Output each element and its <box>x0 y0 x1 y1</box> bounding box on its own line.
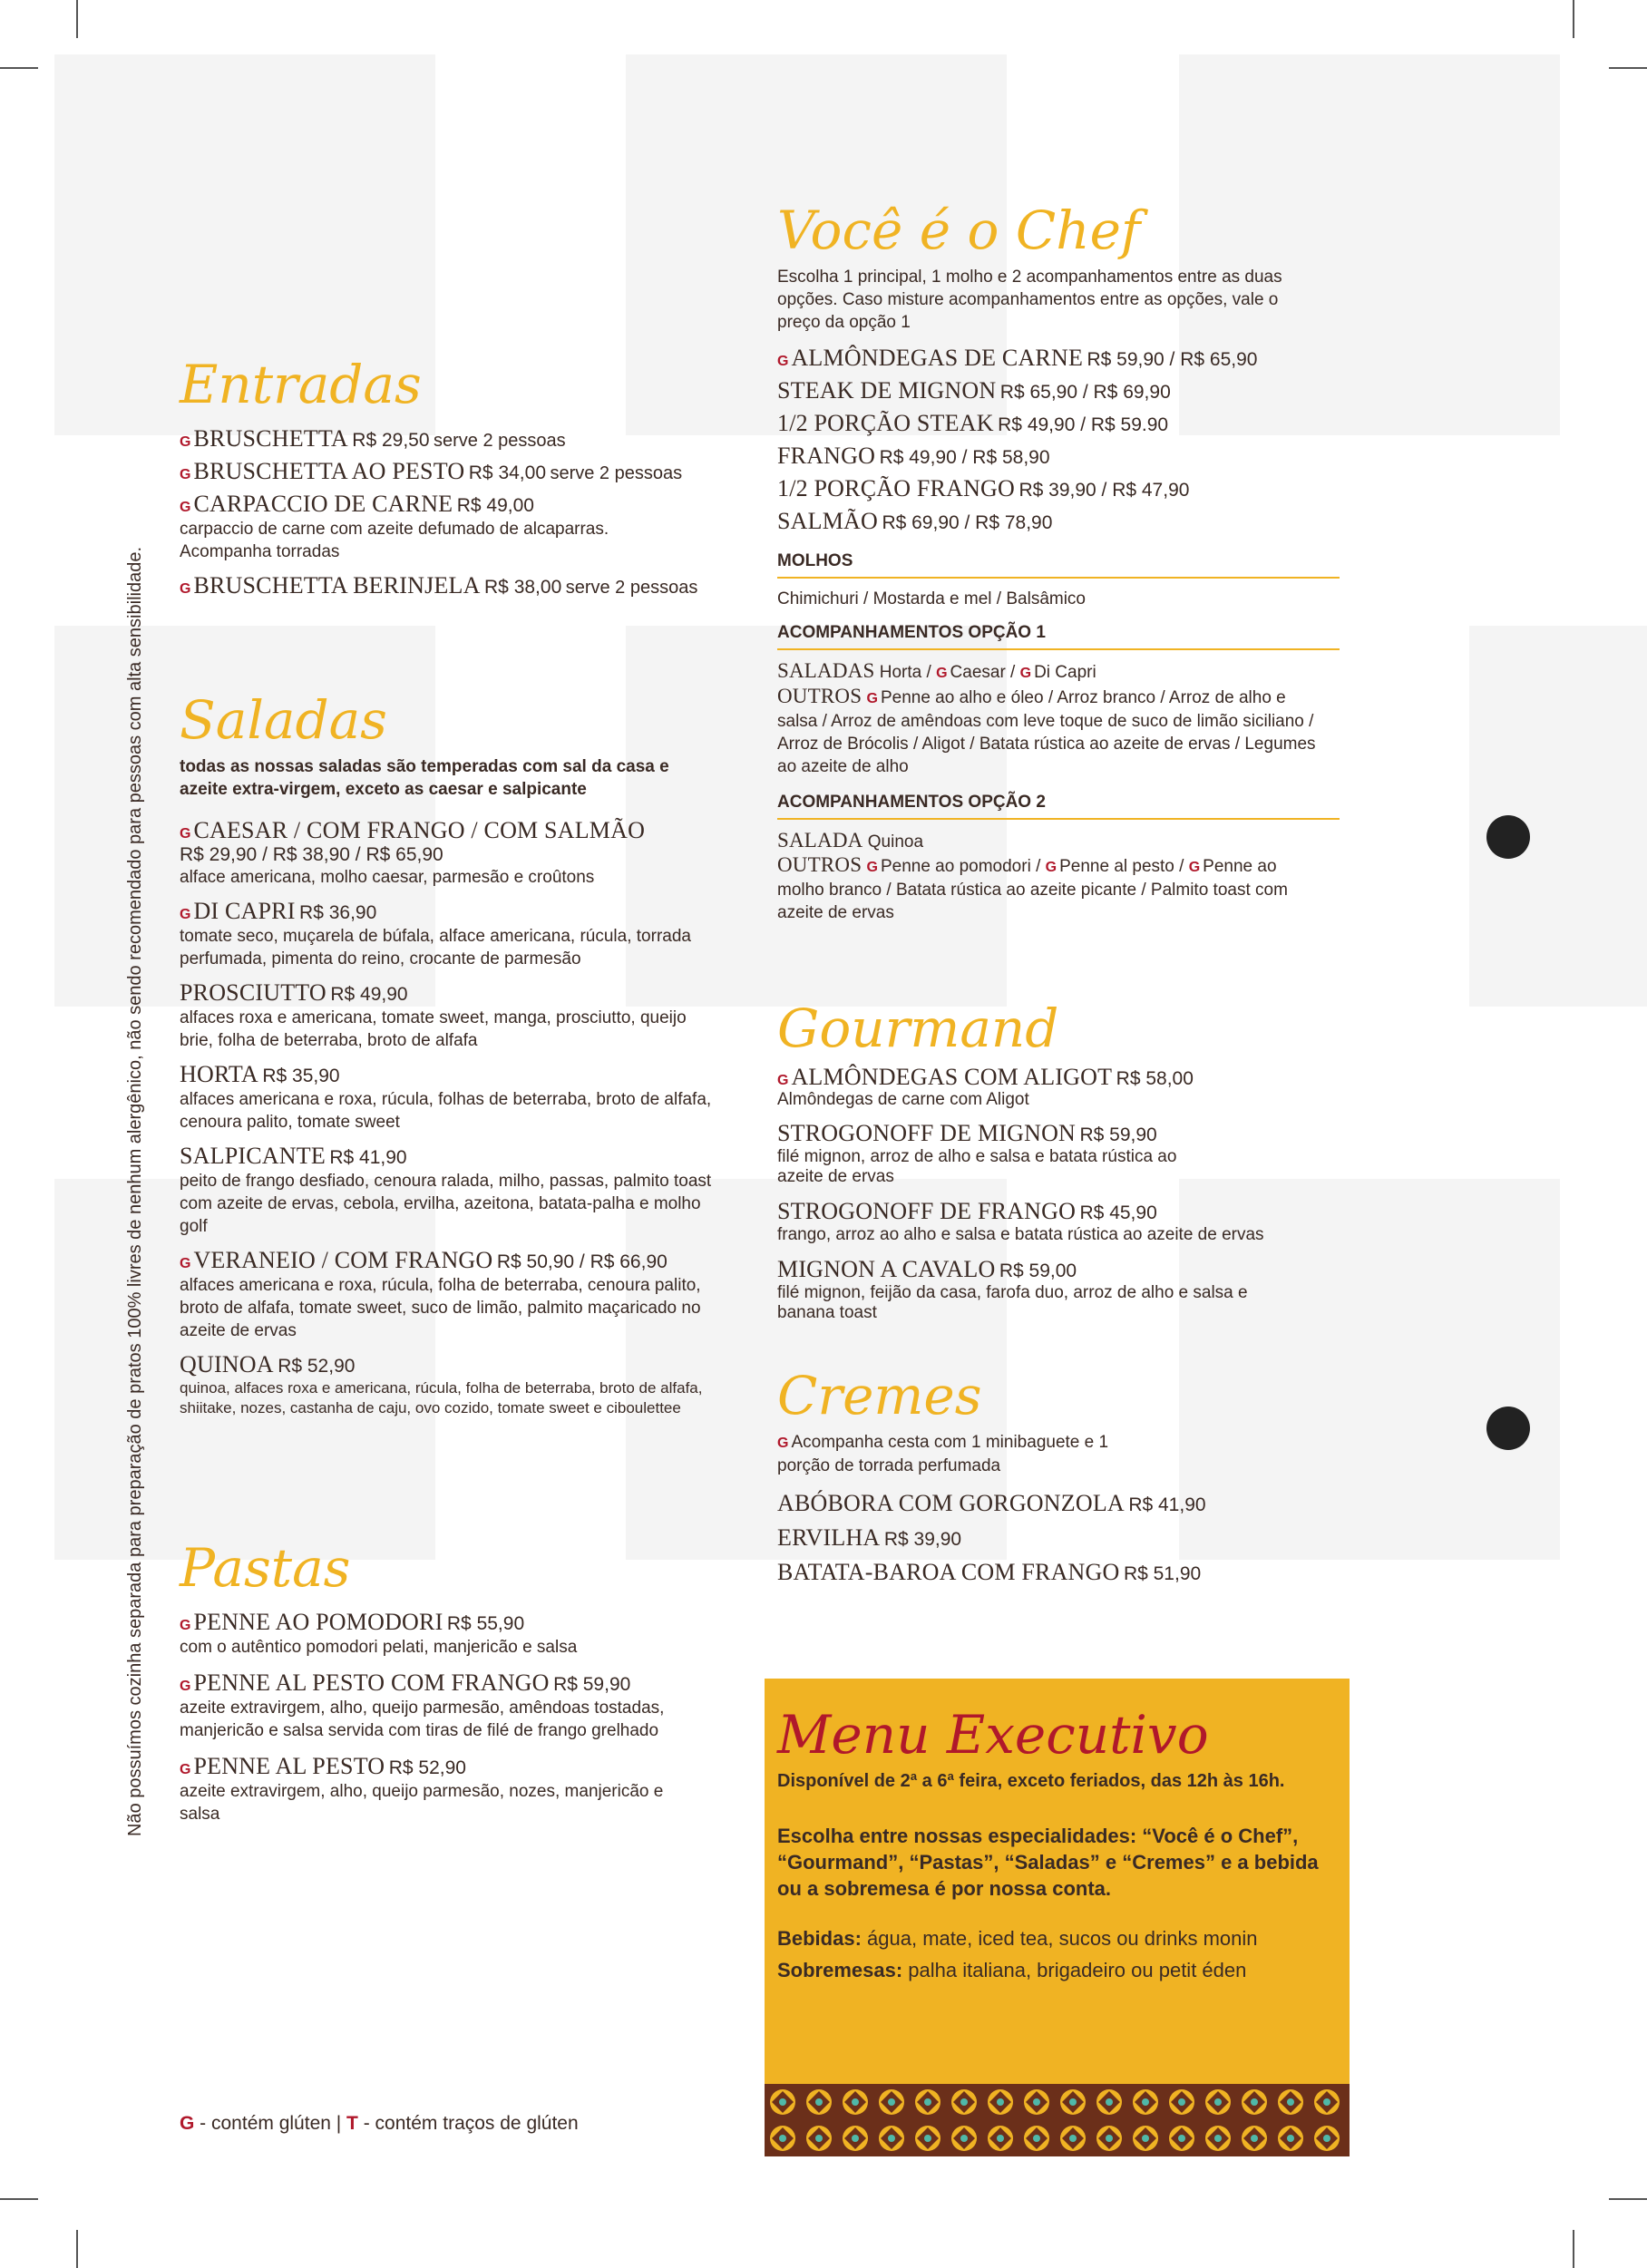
item-description: azeite extravirgem, alho, queijo parmesão, amêndoas tostadas, manjericão e salsa servida com tiras de filé de frango grelhado <box>180 1699 665 1740</box>
item-description: filé mignon, arroz de alho e salsa e batata rústica ao azeite de ervas <box>777 1147 1177 1186</box>
option-label: OUTROS <box>777 853 862 876</box>
executivo-title: Menu Executivo <box>777 1704 1209 1766</box>
item-name: STROGONOFF DE MIGNON <box>777 1120 1077 1146</box>
section-title: Pastas <box>180 1537 351 1599</box>
item-name: VERANEIO / COM FRANGO <box>193 1247 493 1273</box>
molhos-heading: MOLHOS <box>777 551 1340 579</box>
item-name: STEAK DE MIGNON <box>777 377 997 404</box>
gluten-marker: G <box>866 691 878 706</box>
menu-item <box>180 1247 724 1342</box>
gluten-marker: G <box>180 1679 191 1694</box>
menu-item <box>180 1753 724 1825</box>
item-price: R$ 29,90 / R$ 38,90 / R$ 65,90 <box>180 844 443 865</box>
item-name: MIGNON A CAVALO <box>777 1256 996 1282</box>
item-price: R$ 45,90 <box>1079 1202 1157 1223</box>
gluten-marker: G <box>1045 860 1057 875</box>
item-price: R$ 49,90 <box>330 984 408 1005</box>
option-text: Penne ao alho e óleo / Arroz branco / Arroz de alho e salsa / Arroz de amêndoas com leve toque de suco de limão siciliano / Arroz de Brócolis / Aligot / Batata rústica ao azeite de ervas / Legumes ao azeite de alho <box>777 688 1316 776</box>
item-description: azeite extravirgem, alho, queijo parmesão, nozes, manjericão e salsa <box>180 1782 664 1824</box>
gluten-marker: G <box>180 434 191 450</box>
section-intro <box>777 1431 1122 1477</box>
crop-mark <box>0 2198 38 2200</box>
item-name: PROSCIUTTO <box>180 979 326 1006</box>
option2-outros <box>777 853 1321 924</box>
chef-item <box>777 443 1340 470</box>
item-price: R$ 49,90 / R$ 59.90 <box>998 414 1169 435</box>
option-text: Di Capri <box>1034 663 1096 682</box>
menu-item <box>180 817 724 889</box>
item-description: tomate seco, muçarela de búfala, alface americana, rúcula, torrada perfumada, pimenta do reino, crocante de parmesão <box>180 927 691 969</box>
chef-item <box>777 508 1340 535</box>
crop-mark <box>1609 2198 1647 2200</box>
item-description: carpaccio de carne com azeite defumado de alcaparras. Acompanha torradas <box>180 520 609 561</box>
item-name: PENNE AO POMODORI <box>193 1609 443 1635</box>
item-price: R$ 52,90 <box>278 1356 356 1377</box>
item-name: SALMÃO <box>777 508 878 534</box>
gluten-marker: G <box>777 1436 789 1451</box>
gluten-marker: G <box>1019 666 1032 681</box>
gluten-marker: G <box>777 1073 789 1088</box>
menu-item <box>180 1143 724 1238</box>
menu-executivo-box <box>765 1679 1350 2156</box>
item-price: R$ 49,90 / R$ 58,90 <box>879 447 1050 468</box>
item-description: peito de frango desfiado, cenoura ralada, milho, passas, palmito toast com azeite de ervas, cebola, ervilha, azeitona, batata-palha e molho golf <box>180 1172 712 1236</box>
gluten-marker: G <box>866 860 878 875</box>
molhos-list: Chimichuri / Mostarda e mel / Balsâmico <box>777 589 1086 608</box>
sobremesas-label: Sobremesas: <box>777 1959 903 1981</box>
item-description: quinoa, alfaces roxa e americana, rúcula, folha de beterraba, broto de alfafa, shiitake, nozes, castanha de caju, ovo cozido, tomate sweet e ciboulettee <box>180 1379 703 1416</box>
item-name: 1/2 PORÇÃO FRANGO <box>777 475 1016 501</box>
option-text: Horta / <box>879 663 937 682</box>
item-price: R$ 59,90 <box>1079 1124 1157 1145</box>
menu-item <box>180 1609 724 1659</box>
item-name: DI CAPRI <box>193 898 296 924</box>
crop-mark <box>76 0 78 38</box>
item-name: FRANGO <box>777 443 876 469</box>
section-chef <box>777 200 1340 924</box>
section-gourmand <box>777 998 1340 1323</box>
item-price: R$ 29,50 <box>352 430 430 451</box>
menu-item <box>180 572 742 599</box>
menu-item <box>777 1490 1340 1517</box>
item-name: ERVILHA <box>777 1524 881 1551</box>
legend-t-text: - contém traços de glúten <box>357 2113 579 2134</box>
item-price: R$ 38,00 <box>484 577 562 598</box>
section-cremes <box>777 1365 1340 1586</box>
item-note: serve 2 pessoas <box>433 431 566 451</box>
menu-item <box>180 1351 724 1418</box>
gluten-marker: G <box>1188 860 1201 875</box>
gluten-marker: G <box>936 666 948 681</box>
gluten-marker: G <box>180 581 191 597</box>
gluten-marker: G <box>180 467 191 482</box>
watermark-tile <box>1469 626 1647 1007</box>
item-name: PENNE AL PESTO COM FRANGO <box>193 1669 550 1696</box>
item-description: filé mignon, feijão da casa, farofa duo, arroz de alho e salsa e banana toast <box>777 1283 1248 1322</box>
menu-item <box>180 1669 724 1742</box>
chef-item <box>777 410 1340 437</box>
item-price: R$ 49,00 <box>456 495 534 516</box>
item-description: Almôndegas de carne com Aligot <box>777 1090 1029 1109</box>
item-name: CARPACCIO DE CARNE <box>193 491 453 517</box>
option-text: Penne ao molho branco / Batata rústica ao azeite picante / Palmito toast com azeite de ervas <box>777 857 1288 922</box>
gluten-legend <box>180 2113 579 2135</box>
item-name: BRUSCHETTA <box>193 425 348 452</box>
gluten-marker: G <box>180 1618 191 1633</box>
section-intro: Escolha 1 principal, 1 molho e 2 acompanhamentos entre as duas opções. Caso misture acompanhamentos entre as opções, vale o preço da opção 1 <box>777 268 1282 332</box>
sobremesas-text: palha italiana, brigadeiro ou petit éden <box>902 1959 1247 1981</box>
option-text: Penne ao pomodori / <box>880 857 1046 876</box>
item-name: ABÓBORA COM GORGONZOLA <box>777 1490 1125 1516</box>
item-price: R$ 41,90 <box>329 1147 407 1168</box>
item-name: QUINOA <box>180 1351 274 1377</box>
item-price: R$ 35,90 <box>262 1066 340 1086</box>
item-price: R$ 34,00 <box>468 462 546 483</box>
menu-item <box>180 491 742 563</box>
section-intro: todas as nossas saladas são temperadas com sal da casa e azeite extra-virgem, exceto as caesar e salpicante <box>180 757 669 799</box>
bebidas-text: água, mate, iced tea, sucos ou drinks monin <box>861 1927 1258 1950</box>
item-description: alface americana, molho caesar, parmesão e croûtons <box>180 868 595 887</box>
item-price: R$ 59,90 / R$ 65,90 <box>1087 349 1258 370</box>
gluten-marker: G <box>180 1762 191 1777</box>
item-price: R$ 58,00 <box>1116 1068 1194 1089</box>
executivo-bebidas <box>777 1925 1337 1952</box>
option1-outros <box>777 685 1321 778</box>
section-entradas <box>180 354 742 599</box>
option-label: OUTROS <box>777 685 862 707</box>
item-description: alfaces roxa e americana, tomate sweet, manga, prosciutto, queijo brie, folha de beterraba, broto de alfafa <box>180 1008 687 1050</box>
item-price: R$ 41,90 <box>1128 1494 1206 1515</box>
menu-item <box>777 1120 1340 1187</box>
item-name: SALPICANTE <box>180 1143 326 1169</box>
hole-dot <box>1486 1407 1530 1450</box>
item-name: STROGONOFF DE FRANGO <box>777 1198 1077 1224</box>
section-title: Cremes <box>777 1365 982 1426</box>
item-price: R$ 52,90 <box>388 1757 466 1778</box>
hole-dot <box>1486 815 1530 859</box>
section-title: Você é o Chef <box>777 200 1141 261</box>
menu-item <box>180 1061 724 1134</box>
section-title: Gourmand <box>777 998 1059 1059</box>
item-name: BRUSCHETTA AO PESTO <box>193 458 465 484</box>
item-price: R$ 51,90 <box>1123 1563 1202 1584</box>
item-name: ALMÔNDEGAS COM ALIGOT <box>791 1064 1113 1090</box>
gluten-marker: G <box>180 500 191 515</box>
option1-heading: ACOMPANHAMENTOS OPÇÃO 1 <box>777 623 1340 650</box>
menu-item <box>180 458 742 485</box>
menu-item <box>777 1256 1340 1323</box>
executivo-availability: Disponível de 2ª a 6ª feira, exceto feriados, das 12h às 16h. <box>777 1771 1285 1791</box>
chef-item <box>777 377 1340 404</box>
legend-g: G <box>180 2113 195 2134</box>
item-name: ALMÔNDEGAS DE CARNE <box>791 345 1084 371</box>
menu-item <box>777 1524 1340 1552</box>
crop-mark <box>76 2230 78 2268</box>
menu-item <box>777 1198 1340 1245</box>
option-text: Quinoa <box>867 832 924 852</box>
item-description: com o autêntico pomodori pelati, manjericão e salsa <box>180 1638 578 1657</box>
menu-item <box>180 979 724 1052</box>
item-price: R$ 39,90 / R$ 47,90 <box>1018 480 1190 501</box>
item-note: serve 2 pessoas <box>550 463 683 483</box>
section-title: Entradas <box>180 354 422 415</box>
option-text: Penne al pesto / <box>1059 857 1189 876</box>
menu-item <box>180 898 724 970</box>
gluten-marker: G <box>777 354 789 369</box>
option-label: SALADAS <box>777 659 875 682</box>
item-name: 1/2 PORÇÃO STEAK <box>777 410 994 436</box>
option1-saladas <box>777 659 1340 685</box>
item-name: BRUSCHETTA BERINJELA <box>193 572 481 599</box>
item-price: R$ 69,90 / R$ 78,90 <box>882 512 1053 533</box>
item-price: R$ 65,90 / R$ 69,90 <box>999 382 1171 403</box>
menu-item <box>777 1559 1340 1586</box>
item-price: R$ 50,90 / R$ 66,90 <box>496 1251 668 1272</box>
crop-mark <box>0 67 38 69</box>
item-description: alfaces americana e roxa, rúcula, folhas de beterraba, broto de alfafa, cenoura palito, tomate sweet <box>180 1090 712 1132</box>
gluten-marker: G <box>180 907 191 922</box>
chef-item <box>777 475 1340 502</box>
gluten-marker: G <box>180 826 191 842</box>
allergen-side-note: Não possuímos cozinha separada para preparação de pratos 100% livres de nenhum alergênico, não sendo recomendado para pessoas com alta sensibilidade. <box>125 546 145 1836</box>
item-price: R$ 55,90 <box>446 1613 525 1634</box>
decorative-pattern <box>765 2084 1350 2156</box>
menu-item <box>777 1064 1340 1109</box>
bebidas-label: Bebidas: <box>777 1927 862 1950</box>
item-note: serve 2 pessoas <box>565 578 698 598</box>
item-price: R$ 59,90 <box>553 1674 631 1695</box>
gluten-marker: G <box>180 1256 191 1271</box>
crop-mark <box>1609 67 1647 69</box>
item-description: frango, arroz ao alho e salsa e batata rústica ao azeite de ervas <box>777 1225 1264 1244</box>
item-name: CAESAR / COM FRANGO / COM SALMÃO <box>193 817 646 843</box>
item-price: R$ 39,90 <box>883 1529 962 1550</box>
option2-heading: ACOMPANHAMENTOS OPÇÃO 2 <box>777 793 1340 820</box>
section-title: Saladas <box>180 689 387 751</box>
menu-item <box>180 425 742 453</box>
executivo-choose: Escolha entre nossas especialidades: “Você é o Chef”, “Gourmand”, “Pastas”, “Saladas” e “Cremes” e a bebida ou a sobremesa é por nossa conta. <box>777 1825 1319 1900</box>
chef-item <box>777 345 1340 372</box>
crop-mark <box>1573 2230 1574 2268</box>
item-description: alfaces americana e roxa, rúcula, folha de beterraba, cenoura palito, broto de alfafa, tomate sweet, suco de limão, palmito maçaricado no azeite de ervas <box>180 1276 701 1340</box>
crop-mark <box>1573 0 1574 38</box>
executivo-sobremesas <box>777 1952 1337 1989</box>
item-price: R$ 36,90 <box>299 902 377 923</box>
intro-text: Acompanha cesta com 1 minibaguete e 1 porção de torrada perfumada <box>777 1433 1109 1475</box>
item-name: HORTA <box>180 1061 258 1087</box>
item-name: PENNE AL PESTO <box>193 1753 385 1779</box>
section-pastas <box>180 1537 724 1825</box>
legend-g-text: - contém glúten | <box>194 2113 347 2134</box>
item-name: BATATA-BAROA COM FRANGO <box>777 1559 1120 1585</box>
section-saladas <box>180 689 724 1418</box>
option-text: Caesar / <box>950 663 1020 682</box>
item-price: R$ 59,00 <box>999 1261 1077 1281</box>
option2-salada <box>777 829 1340 853</box>
legend-t: T <box>346 2113 358 2134</box>
option-label: SALADA <box>777 829 863 852</box>
